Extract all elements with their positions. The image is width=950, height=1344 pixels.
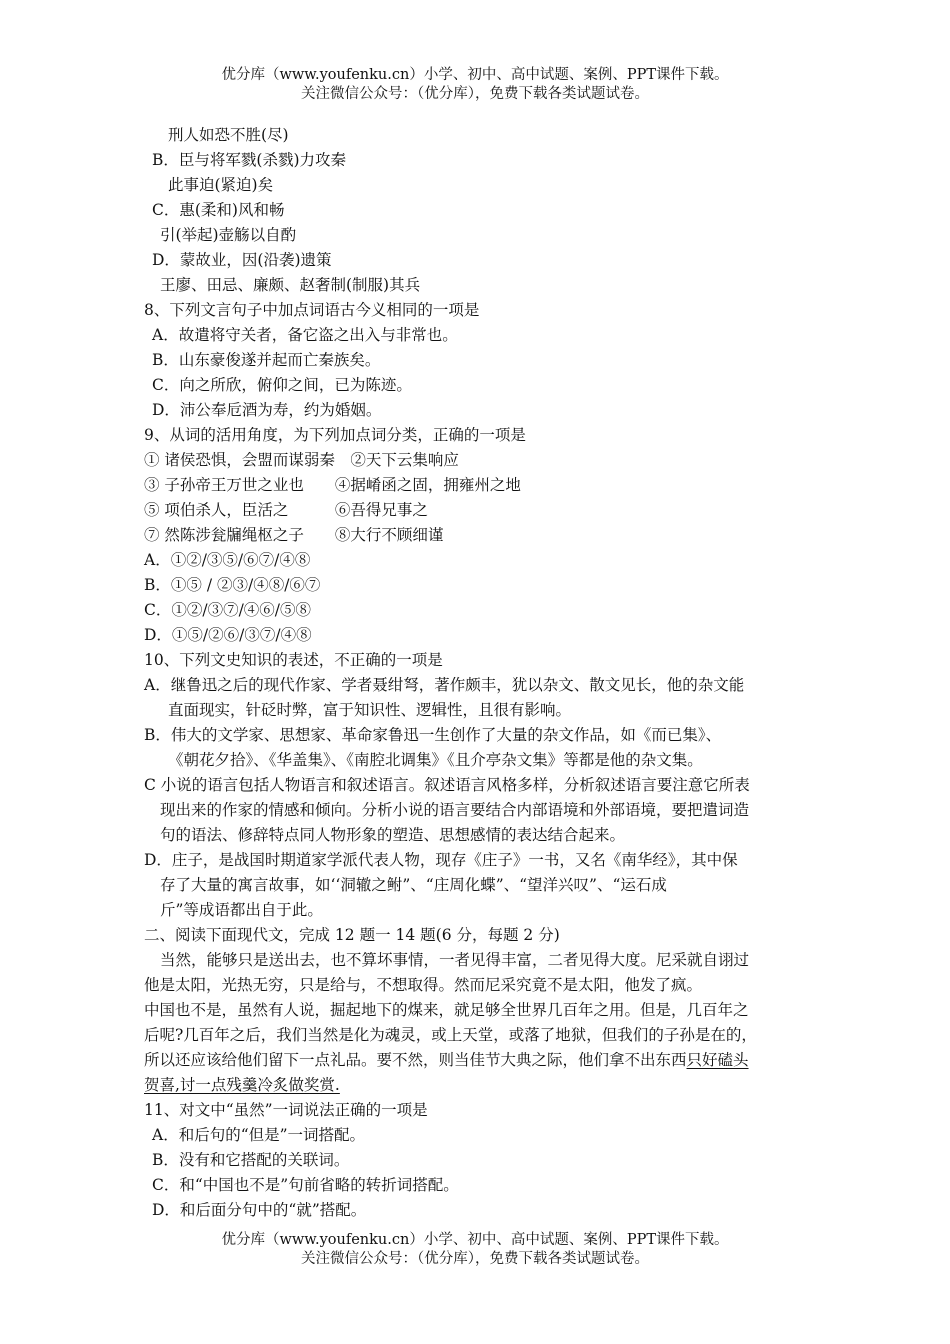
- passage-underlined-end: 贺喜,讨一点残羹冷炙做奖赏.: [144, 1076, 340, 1094]
- q9-option-d: D．①⑤/②⑥/③⑦/④⑧: [144, 626, 312, 644]
- passage-line-2: 他是太阳，光热无穷，只是给与，不想取得。然而尼采究竟不是太阳，他发了疯。: [144, 976, 703, 994]
- passage-line-3: 中国也不是，虽然有人说，掘起地下的煤来，就足够全世界几百年之用。但是，几百年之: [144, 1001, 749, 1019]
- q10-option-c-line3: 句的语法、修辞特点同人物形象的塑造、思想感情的表达结合起来。: [160, 826, 626, 844]
- q9-row-2: ③ 子孙帝王万世之业也 ④据崤函之固，拥雍州之地: [144, 476, 521, 494]
- section2-title: 二、阅读下面现代文，完成 12 题一 14 题(6 分，每题 2 分): [144, 926, 560, 944]
- footer-line-1: 优分库（www.youfenku.cn）小学、初中、高中试题、案例、PPT课件下载。: [221, 1232, 729, 1248]
- q7-option-d-line1: D．蒙故业，因(沿袭)遗策: [152, 251, 332, 269]
- passage-line-5: [144, 1048, 749, 1072]
- passage-line-5-text: 所以还应该给他们留下一点礼品。要不然，则当佳节大典之际，他们拿不出东西: [144, 1051, 687, 1069]
- passage-line-1: 当然，能够只是送出去，也不算坏事情，一者见得丰富，二者见得大度。尼采就自诩过: [160, 951, 750, 969]
- q10-option-c-line2: 现出来的作家的情感和倾向。分析小说的语言要结合内部语境和外部语境，要把遣词造: [160, 801, 750, 819]
- passage-underlined-start: 只好磕头: [686, 1051, 749, 1069]
- passage-line-4: 后呢?几百年之后，我们当然是化为魂灵，或上天堂，或落了地狱，但我们的子孙是在的，: [144, 1026, 757, 1044]
- footer-line-2: 关注微信公众号：（优分库），免费下载各类试题试卷。: [301, 1251, 649, 1267]
- q7-option-c-line2: 引(举起)壶觞以自酌: [160, 226, 297, 244]
- q10-option-a-line2: 直面现实，针砭时弊，富于知识性、逻辑性，且很有影响。: [168, 701, 572, 719]
- q10-option-d-line3: 斤”等成语都出自于此。: [160, 901, 323, 919]
- header-line-1: 优分库（www.youfenku.cn）小学、初中、高中试题、案例、PPT课件下载。: [221, 67, 729, 83]
- q9-option-a: A．①②/③⑤/⑥⑦/④⑧: [144, 551, 311, 569]
- q11-option-b: B．没有和它搭配的关联词。: [152, 1151, 350, 1169]
- q9-option-b: B．①⑤ / ②③/④⑧/⑥⑦: [144, 576, 321, 594]
- q9-stem: 9、从词的活用角度，为下列加点词分类，正确的一项是: [144, 426, 526, 444]
- q11-stem: 11、对文中“虽然”一词说法正确的一项是: [144, 1101, 428, 1119]
- q8-option-d: D．沛公奉卮酒为寿，约为婚姻。: [152, 401, 382, 419]
- q7-option-b-line2: 此事迫(紧迫)矣: [168, 176, 274, 194]
- page-footer: [0, 1231, 950, 1269]
- q10-option-a-line1: A．继鲁迅之后的现代作家、学者聂绀弩，著作颇丰，犹以杂文、散文见长，他的杂文能: [144, 676, 745, 694]
- q10-stem: 10、下列文史知识的表述，不正确的一项是: [144, 651, 443, 669]
- q8-option-a: A．故遣将守关者，备它盗之出入与非常也。: [152, 326, 458, 344]
- q9-option-c: C．①②/③⑦/④⑥/⑤⑧: [144, 601, 312, 619]
- q10-option-c-line1: C 小说的语言包括人物语言和叙述语言。叙述语言风格多样，分析叙述语言要注意它所表: [144, 776, 750, 794]
- q10-option-d-line1: D．庄子，是战国时期道家学派代表人物，现存《庄子》一书，又名《南华经》，其中保: [144, 851, 738, 869]
- q10-option-d-line2: 存了大量的寓言故事，如‘‘洞辙之鲋”、“庄周化蝶”、“望洋兴叹”、“运石成: [160, 876, 667, 894]
- q8-option-b: B．山东豪俊遂并起而亡秦族矣。: [152, 351, 381, 369]
- q11-option-c: C．和“中国也不是”句前省略的转折词搭配。: [152, 1176, 459, 1194]
- page-header: [0, 66, 950, 104]
- q8-stem: 8、下列文言句子中加点词语古今义相同的一项是: [144, 301, 480, 319]
- q11-option-d: D．和后面分句中的“就”搭配。: [152, 1201, 367, 1219]
- q10-option-b-line1: B．伟大的文学家、思想家、革命家鲁迅一生创作了大量的杂文作品，如《而已集》、: [144, 726, 722, 744]
- q10-option-b-line2: 《朝花夕拾》、《华盖集》、《南腔北调集》《且介亭杂文集》等都是他的杂文集。: [168, 751, 703, 769]
- q9-row-4: ⑦ 然陈涉瓮牖绳枢之子 ⑧大行不顾细谨: [144, 526, 444, 544]
- q7-option-c-line1: C．惠(柔和)风和畅: [152, 201, 285, 219]
- q8-option-c: C．向之所欣，俯仰之间，已为陈迹。: [152, 376, 412, 394]
- q9-row-1: ① 诸侯恐惧，会盟而谋弱秦 ②天下云集响应: [144, 451, 459, 469]
- q7-option-b-line1: B．臣与将军戮(杀戮)力攻秦: [152, 151, 346, 169]
- q7-option-a-line2: 刑人如恐不胜(尽): [168, 126, 289, 144]
- header-line-2: 关注微信公众号：（优分库），免费下载各类试题试卷。: [301, 86, 649, 102]
- q9-row-3: ⑤ 项伯杀人，臣活之 ⑥吾得兄事之: [144, 501, 428, 519]
- q7-option-d-line2: 王廖、田忌、廉颇、赵奢制(制服)其兵: [160, 276, 421, 294]
- q11-option-a: A．和后句的“但是”一词搭配。: [152, 1126, 366, 1144]
